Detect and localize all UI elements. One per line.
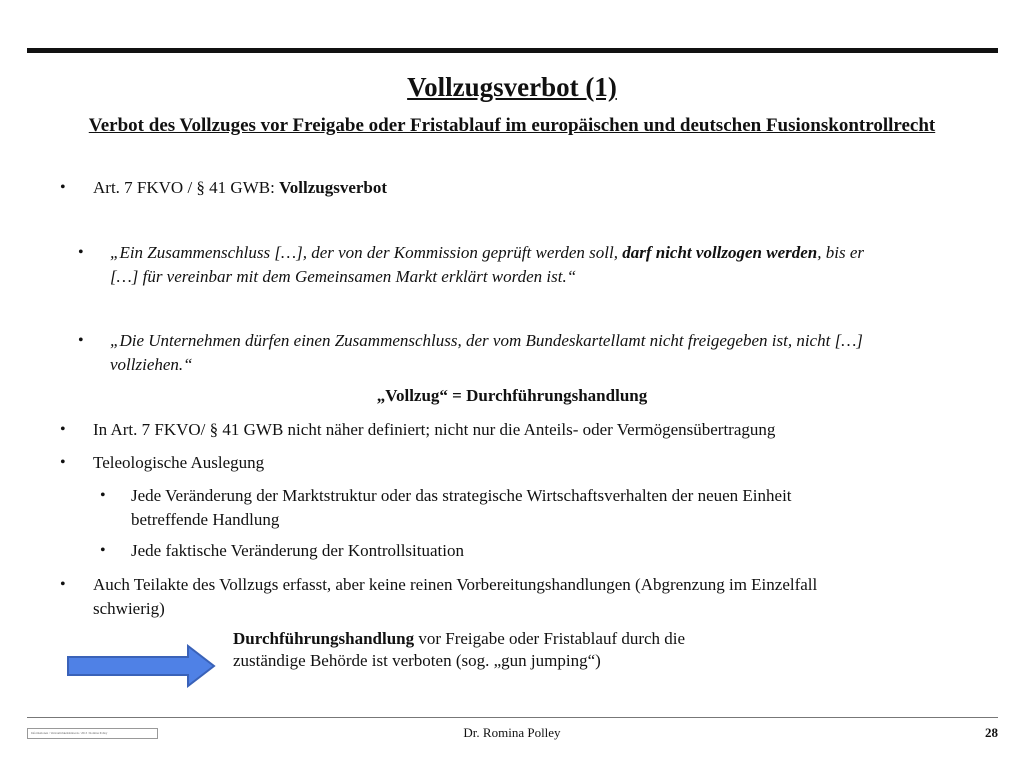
bullet-marker: • bbox=[60, 179, 66, 196]
quote-line: […] für vereinbar mit dem Gemeinsamen Markt erklärt worden ist.“ bbox=[110, 267, 577, 286]
right-arrow-icon bbox=[66, 644, 218, 688]
page-number: 28 bbox=[985, 725, 998, 740]
list-item-definition: In Art. 7 FKVO/ § 41 GWB nicht näher definiert; nicht nur die Anteils- oder Vermögensübertragung bbox=[93, 420, 776, 439]
quote-fkvo bbox=[110, 241, 1010, 289]
note-strong: Durchführungshandlung bbox=[233, 629, 415, 648]
bullet-marker: • bbox=[60, 576, 66, 593]
bullet-marker: • bbox=[78, 332, 84, 349]
quote-text: „Ein Zusammenschluss […], der von der Kommission geprüft werden soll, bbox=[110, 243, 623, 262]
sub-item-marktstruktur bbox=[131, 484, 991, 532]
footer-box-text: Informationen / Vertraulichkeitshinweis / 2013 / Romina Polley bbox=[31, 731, 108, 735]
slide-title: Vollzugsverbot (1) bbox=[407, 72, 617, 102]
sub-item-line: Jede Veränderung der Marktstruktur oder das strategische Wirtschaftsverhalten der neuen Einheit bbox=[131, 486, 792, 505]
quote-gwb bbox=[110, 329, 1010, 377]
list-item-vollzugsverbot bbox=[93, 176, 387, 200]
bullet-marker: • bbox=[78, 244, 84, 261]
note-line bbox=[233, 628, 793, 650]
quote-line bbox=[110, 241, 1010, 265]
quote-text: , bis er bbox=[817, 243, 865, 262]
quote-line: vollziehen.“ bbox=[110, 355, 193, 374]
quote-emphasis: darf nicht vollzogen werden bbox=[622, 243, 818, 262]
bullet-marker: • bbox=[60, 421, 66, 438]
gun-jumping-note bbox=[233, 628, 793, 672]
bullet-marker: • bbox=[100, 542, 106, 559]
slide-subtitle: Verbot des Vollzuges vor Freigabe oder Fristablauf im europäischen und deutschen Fusionskontrollrecht bbox=[88, 115, 936, 136]
note-line: zuständige Behörde ist verboten (sog. „gun jumping“) bbox=[233, 651, 601, 670]
footer-rule bbox=[27, 717, 998, 718]
sub-item-kontrolle: Jede faktische Veränderung der Kontrollsituation bbox=[131, 541, 464, 560]
item-line: Auch Teilakte des Vollzugs erfasst, aber keine reinen Vorbereitungshandlungen (Abgrenzung im Einzelfall bbox=[93, 575, 818, 594]
footer-author: Dr. Romina Polley bbox=[463, 725, 561, 740]
note-text: vor Freigabe oder Fristablauf durch die bbox=[414, 629, 686, 648]
sub-item-line: betreffende Handlung bbox=[131, 510, 280, 529]
item-line: schwierig) bbox=[93, 599, 165, 618]
list-item-teilakte bbox=[93, 573, 993, 621]
bullet-marker: • bbox=[100, 487, 106, 504]
list-item-auslegung: Teleologische Auslegung bbox=[93, 453, 265, 472]
section-heading: „Vollzug“ = Durchführungshandlung bbox=[376, 386, 648, 405]
item-text: Art. 7 FKVO / § 41 GWB: bbox=[93, 178, 280, 197]
quote-line: „Die Unternehmen dürfen einen Zusammenschluss, der vom Bundeskartellamt nicht freigegeben ist, nicht […] bbox=[110, 331, 863, 350]
top-rule bbox=[27, 48, 998, 53]
item-strong: Vollzugsverbot bbox=[279, 178, 388, 197]
bullet-marker: • bbox=[60, 454, 66, 471]
